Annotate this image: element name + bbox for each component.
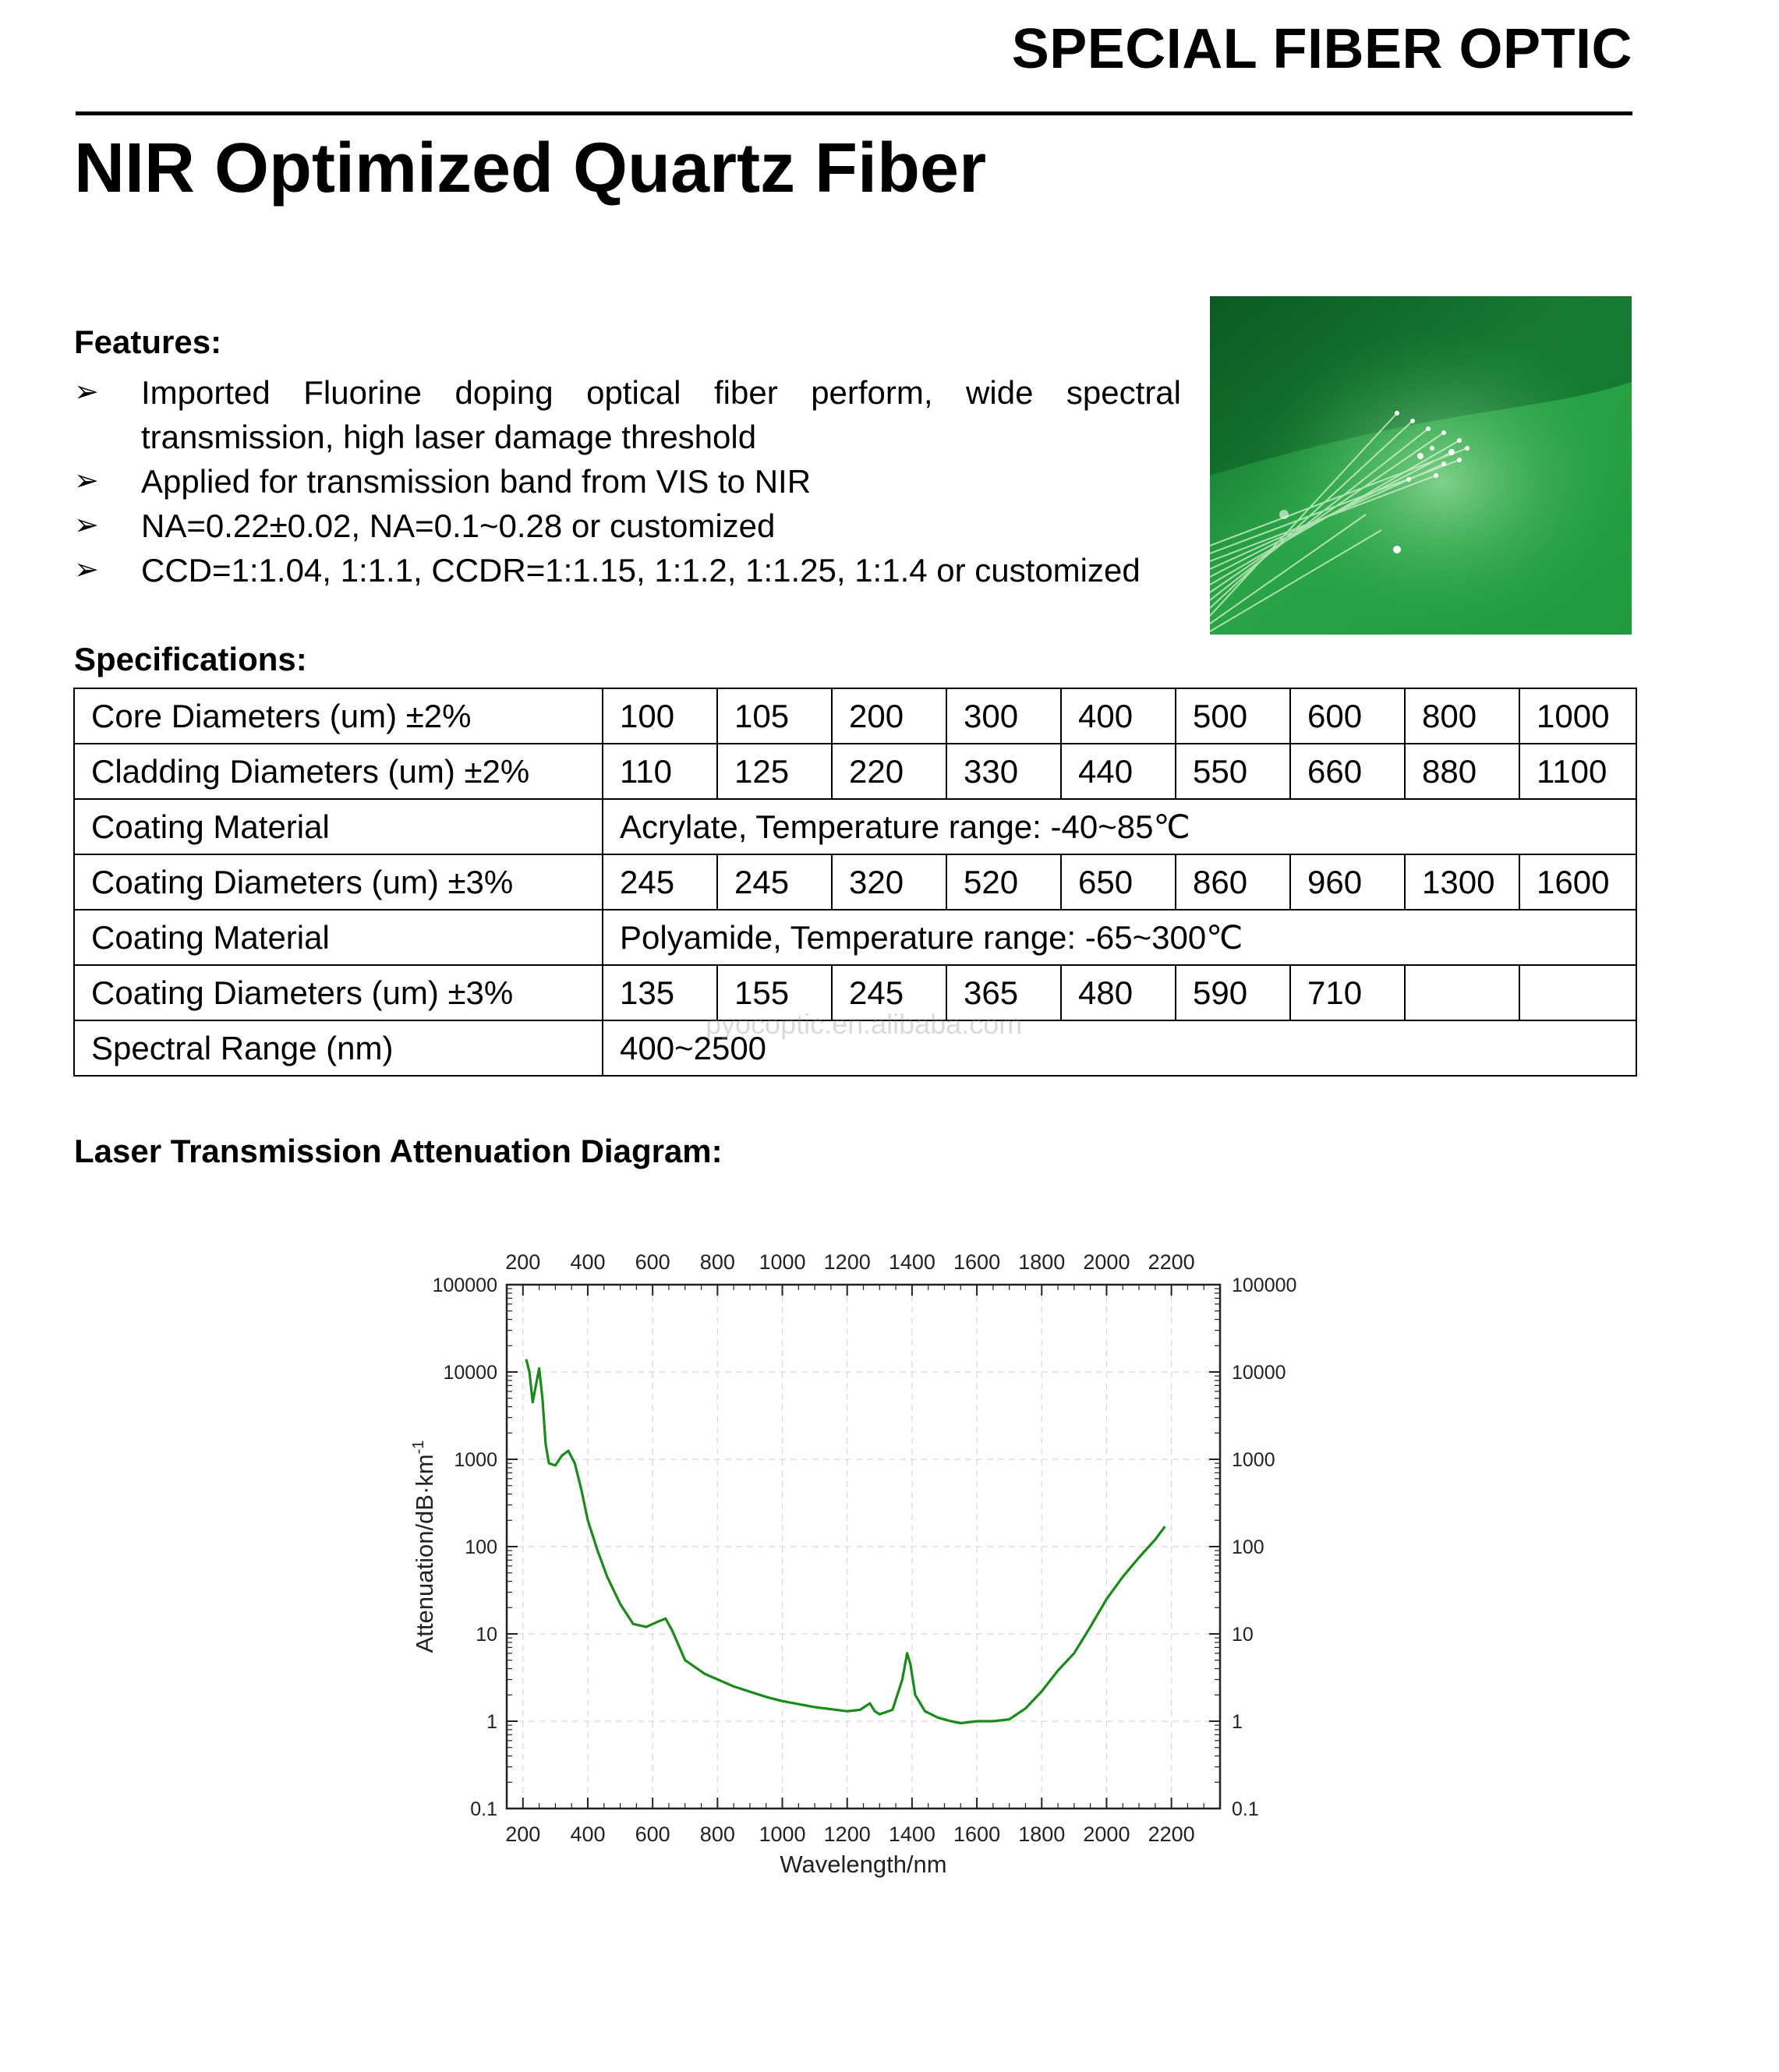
arrow-bullet-icon: ➢ xyxy=(74,509,99,542)
spec-row-label: Spectral Range (nm) xyxy=(74,1020,603,1076)
y-tick-label-right: 100000 xyxy=(1232,1275,1297,1296)
y-axis-label-text: Attenuation/dB·km xyxy=(411,1454,438,1653)
spec-row xyxy=(74,854,1636,910)
spec-cell: 100 xyxy=(603,688,717,744)
spec-row-label: Core Diameters (um) ±2% xyxy=(74,688,603,744)
spec-cell: 200 xyxy=(832,688,946,744)
diagram-heading: Laser Transmission Attenuation Diagram: xyxy=(74,1133,723,1169)
feature-item xyxy=(74,459,1181,504)
fiber-optic-image xyxy=(1210,296,1632,635)
x-tick-label-bottom: 2000 xyxy=(1083,1823,1130,1846)
spec-cell: 110 xyxy=(603,744,717,799)
spec-row xyxy=(74,910,1636,965)
spec-row-span-value: Polyamide, Temperature range: -65~300℃ xyxy=(603,910,1636,965)
x-tick-label-top: 200 xyxy=(505,1250,541,1274)
y-tick-label-right: 1 xyxy=(1232,1711,1243,1733)
feature-text: CCD=1:1.04, 1:1.1, CCDR=1:1.15, 1:1.2, 1:1.25, 1:1.4 or customized xyxy=(141,552,1141,589)
watermark: pyocoptic.en.alibaba.com xyxy=(706,1008,1023,1040)
x-tick-label-top: 1800 xyxy=(1018,1250,1066,1274)
x-tick-label-bottom: 1200 xyxy=(823,1823,871,1846)
y-tick-label-left: 1000 xyxy=(454,1449,497,1471)
spec-row-label: Cladding Diameters (um) ±2% xyxy=(74,744,603,799)
spec-cell: 500 xyxy=(1176,688,1290,744)
feature-text: Applied for transmission band from VIS to NIR xyxy=(141,463,812,500)
spec-row-span-value: 400~2500 xyxy=(603,1020,1636,1076)
spec-cell: 800 xyxy=(1405,688,1519,744)
features-list xyxy=(74,370,1181,592)
x-tick-label-bottom: 600 xyxy=(635,1823,670,1846)
x-tick-label-top: 800 xyxy=(699,1250,735,1274)
feature-item xyxy=(74,548,1181,592)
page-title: NIR Optimized Quartz Fiber xyxy=(74,129,987,207)
spec-cell: 1100 xyxy=(1519,744,1636,799)
spec-row xyxy=(74,744,1636,799)
spec-cell: 1000 xyxy=(1519,688,1636,744)
x-tick-label-bottom: 1000 xyxy=(759,1823,806,1846)
spec-cell: 590 xyxy=(1176,965,1290,1020)
header-category: SPECIAL FIBER OPTIC xyxy=(1011,18,1632,80)
arrow-bullet-icon: ➢ xyxy=(74,465,99,497)
spec-cell: 1600 xyxy=(1519,854,1636,910)
x-tick-label-bottom: 800 xyxy=(699,1823,735,1846)
feature-text: NA=0.22±0.02, NA=0.1~0.28 or customized xyxy=(141,507,776,544)
x-tick-label-top: 2200 xyxy=(1148,1250,1195,1274)
spec-cell: 480 xyxy=(1061,965,1176,1020)
arrow-bullet-icon: ➢ xyxy=(74,376,99,408)
spec-cell: 880 xyxy=(1405,744,1519,799)
x-tick-label-bottom: 1400 xyxy=(888,1823,935,1846)
spec-cell: 400 xyxy=(1061,688,1176,744)
spec-cell: 520 xyxy=(946,854,1061,910)
spec-cell: 220 xyxy=(832,744,946,799)
x-tick-label-top: 600 xyxy=(635,1250,670,1274)
y-tick-label-left: 0.1 xyxy=(470,1798,497,1820)
spec-cell: 650 xyxy=(1061,854,1176,910)
spec-cell xyxy=(1519,965,1636,1020)
spec-cell: 710 xyxy=(1290,965,1405,1020)
spec-cell: 960 xyxy=(1290,854,1405,910)
spec-cell: 320 xyxy=(832,854,946,910)
spec-cell: 550 xyxy=(1176,744,1290,799)
spec-cell: 135 xyxy=(603,965,717,1020)
arrow-bullet-icon: ➢ xyxy=(74,553,99,586)
header-rule xyxy=(76,111,1632,115)
x-tick-label-bottom: 1600 xyxy=(953,1823,1001,1846)
x-axis-label: Wavelength/nm xyxy=(780,1851,947,1878)
spec-cell: 440 xyxy=(1061,744,1176,799)
features-heading: Features: xyxy=(74,324,222,360)
spec-row xyxy=(74,799,1636,854)
y-axis-label-superscript: -1 xyxy=(410,1440,427,1455)
y-tick-label-right: 1000 xyxy=(1232,1449,1275,1471)
y-tick-label-left: 10000 xyxy=(443,1362,497,1384)
attenuation-chart xyxy=(390,1232,1325,1894)
y-tick-label-right: 10000 xyxy=(1232,1362,1286,1384)
x-tick-label-top: 1200 xyxy=(823,1250,871,1274)
x-tick-label-top: 1000 xyxy=(759,1250,806,1274)
spec-cell: 660 xyxy=(1290,744,1405,799)
y-tick-label-right: 10 xyxy=(1232,1624,1254,1646)
x-tick-label-top: 1600 xyxy=(953,1250,1001,1274)
spec-cell: 365 xyxy=(946,965,1061,1020)
feature-text: Imported Fluorine doping optical fiber perform, wide spectral transmission, high laser damage threshold xyxy=(141,374,1181,455)
y-tick-label-right: 100 xyxy=(1232,1536,1264,1558)
spec-cell: 330 xyxy=(946,744,1061,799)
spec-row-label: Coating Diameters (um) ±3% xyxy=(74,854,603,910)
attenuation-chart-svg xyxy=(390,1232,1325,1894)
y-tick-label-right: 0.1 xyxy=(1232,1798,1259,1820)
x-tick-label-top: 2000 xyxy=(1083,1250,1130,1274)
x-tick-label-bottom: 2200 xyxy=(1148,1823,1195,1846)
spec-cell: 245 xyxy=(603,854,717,910)
x-tick-label-bottom: 400 xyxy=(570,1823,606,1846)
feature-item xyxy=(74,370,1181,459)
fiber-strands-illustration xyxy=(1210,296,1632,635)
spec-cell: 125 xyxy=(717,744,832,799)
spec-row xyxy=(74,688,1636,744)
spec-cell: 155 xyxy=(717,965,832,1020)
spec-cell: 600 xyxy=(1290,688,1405,744)
feature-item xyxy=(74,504,1181,548)
spec-cell: 105 xyxy=(717,688,832,744)
attenuation-series-line xyxy=(526,1360,1165,1724)
spec-cell: 245 xyxy=(717,854,832,910)
spec-row-label: Coating Material xyxy=(74,799,603,854)
spec-cell: 300 xyxy=(946,688,1061,744)
spec-cell xyxy=(1405,965,1519,1020)
spec-row-label: Coating Material xyxy=(74,910,603,965)
x-tick-label-top: 1400 xyxy=(888,1250,935,1274)
x-tick-label-bottom: 1800 xyxy=(1018,1823,1066,1846)
spec-row-span-value: Acrylate, Temperature range: -40~85℃ xyxy=(603,799,1636,854)
spec-cell: 860 xyxy=(1176,854,1290,910)
y-tick-label-left: 10 xyxy=(476,1624,497,1646)
specifications-heading: Specifications: xyxy=(74,641,307,677)
spec-cell: 245 xyxy=(832,965,946,1020)
y-tick-label-left: 1 xyxy=(486,1711,497,1733)
y-axis-label xyxy=(410,1441,438,1653)
y-tick-label-left: 100 xyxy=(465,1536,497,1558)
spec-cell: 1300 xyxy=(1405,854,1519,910)
spec-row-label: Coating Diameters (um) ±3% xyxy=(74,965,603,1020)
x-tick-label-bottom: 200 xyxy=(505,1823,541,1846)
x-tick-label-top: 400 xyxy=(570,1250,606,1274)
y-tick-label-left: 100000 xyxy=(432,1275,497,1296)
